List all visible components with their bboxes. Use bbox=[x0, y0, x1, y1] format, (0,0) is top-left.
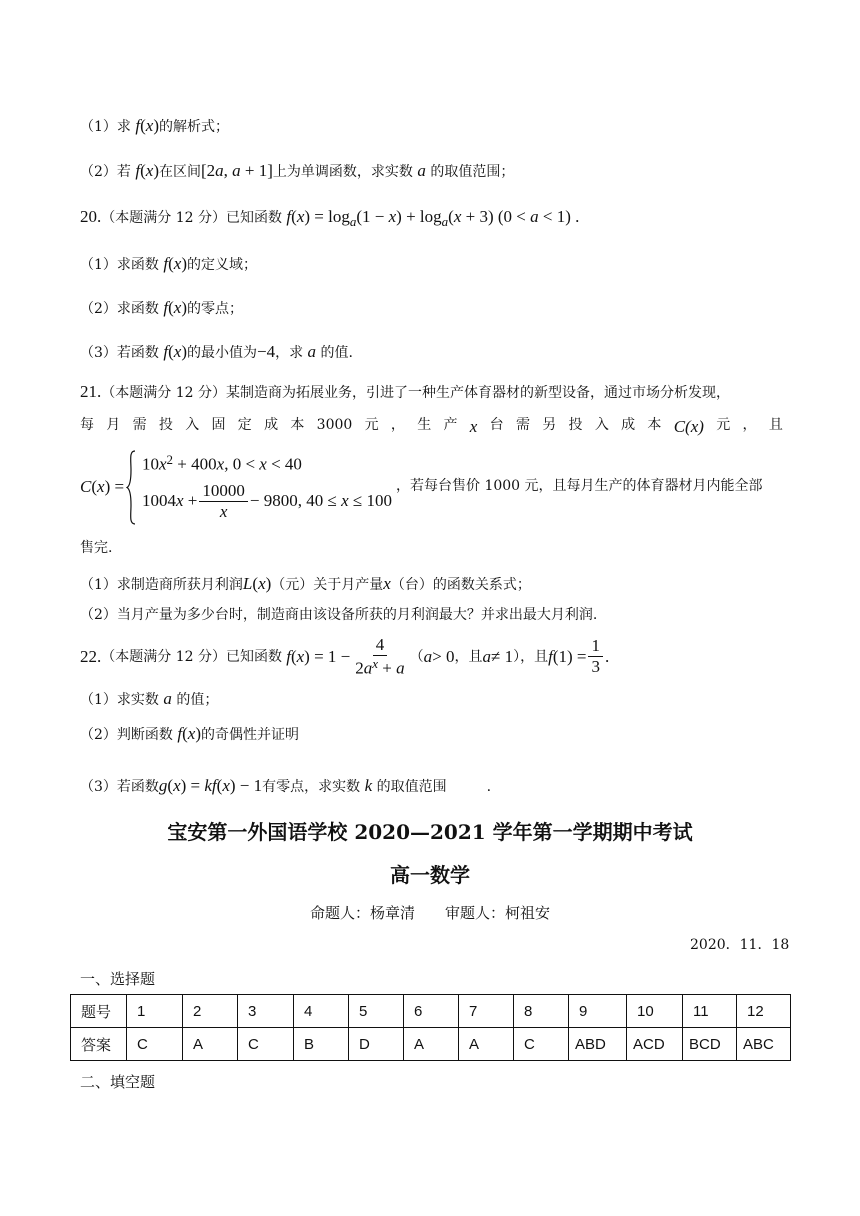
q19-part1: （1）求 f(x)的解析式； bbox=[80, 116, 229, 135]
table-cell: 12 bbox=[737, 995, 791, 1028]
table-cell: 7 bbox=[459, 995, 514, 1028]
section-fill-heading: 二、填空题 bbox=[80, 1073, 156, 1091]
table-cell: B bbox=[294, 1028, 349, 1061]
q19-part2: （2）若 f(x)在区间[2a, a + 1]上为单调函数，求实数 a 的取值范围； bbox=[80, 161, 515, 180]
table-cell: A bbox=[183, 1028, 238, 1061]
row-header: 答案 bbox=[71, 1028, 127, 1061]
q22-part2: （2）判断函数 f(x)的奇偶性并证明 bbox=[80, 724, 299, 743]
q20-stem: 20.（本题满分 12 分）已知函数 $f(x) = \log_a(1 - x) + \log_a(x + 3) (0 < a < 1)$ . bbox=[80, 207, 580, 229]
table-cell: 6 bbox=[404, 995, 459, 1028]
table-cell: 3 bbox=[238, 995, 294, 1028]
table-cell: 1 bbox=[127, 995, 183, 1028]
answer-table bbox=[70, 994, 791, 1061]
q21-piece-tail: ，若每台售价 1000 元，且每月生产的体育器材月内能全部 bbox=[396, 478, 763, 494]
section-choice-heading: 一、选择题 bbox=[80, 970, 156, 988]
q21-line4: 售完. bbox=[80, 540, 113, 556]
q22-stem: 22. （本题满分 12 分）已知函数 f ( x ) = 1 − $\frac{4}{2a^x + a}$ （ a > 0 ，且 a ≠ 1 ），且 f (1) = $\frac{1}{3}$ . bbox=[80, 635, 610, 678]
table-cell: ABD bbox=[569, 1028, 627, 1061]
q20-part2: （2）求函数 f(x)的零点； bbox=[80, 298, 243, 317]
table-cell: A bbox=[404, 1028, 459, 1061]
exam-authors: 命题人：杨章清 审题人：柯祖安 bbox=[309, 904, 550, 922]
table-cell: 10 bbox=[627, 995, 683, 1028]
table-cell: 4 bbox=[294, 995, 349, 1028]
table-cell: 9 bbox=[569, 995, 627, 1028]
exam-subject: 高一数学 bbox=[390, 863, 470, 887]
q21-part1: （1）求制造商所获月利润L(x)（元）关于月产量x（台）的函数关系式； bbox=[80, 574, 531, 593]
table-cell: 2 bbox=[183, 995, 238, 1028]
q21-piece2: 1004x + $\frac{10000}{x}$ − 9800, 40 ≤ x ≤ 100 bbox=[142, 481, 392, 521]
table-cell: C bbox=[127, 1028, 183, 1061]
q21-line2: 每 月 需 投 入 固 定 成 本 3000 元 ， 生 产 x 台 需 另 投 入 成 本 C(x) 元 ， 且 bbox=[80, 417, 783, 436]
table-cell: ABC bbox=[737, 1028, 791, 1061]
exam-date: 2020．11．18 bbox=[690, 937, 790, 953]
table-cell: BCD bbox=[683, 1028, 737, 1061]
q21-part2: （2）当月产量为多少台时，制造商由该设备所获的月利润最大？并求出最大月利润. bbox=[80, 607, 598, 623]
brace-icon bbox=[126, 450, 136, 525]
q20-part1: （1）求函数 f(x)的定义域； bbox=[80, 254, 257, 273]
table-cell: 5 bbox=[349, 995, 404, 1028]
table-cell: C bbox=[514, 1028, 569, 1061]
table-cell: C bbox=[238, 1028, 294, 1061]
q22-part1: （1）求实数 a 的值； bbox=[80, 689, 219, 708]
table-row bbox=[71, 995, 791, 1028]
table-cell: D bbox=[349, 1028, 404, 1061]
table-row bbox=[71, 1028, 791, 1061]
table-cell: 8 bbox=[514, 995, 569, 1028]
q22-part3: （3）若函数g(x) = kf(x) − 1有零点，求实数 k 的取值范围 . bbox=[80, 776, 492, 795]
q20-part3: （3）若函数 f(x)的最小值为−4，求 a 的值. bbox=[80, 342, 353, 361]
row-header: 题号 bbox=[71, 995, 127, 1028]
table-cell: 11 bbox=[683, 995, 737, 1028]
q21-piece1: $10x^2 + 400x$, 0 < x < 40 bbox=[142, 452, 302, 474]
q21-line1: 21.（本题满分 12 分）某制造商为拓展业务，引进了一种生产体育器材的新型设备，通过市场分析发现， bbox=[80, 382, 730, 401]
q21-piecewise-lhs: C(x) = bbox=[80, 477, 125, 496]
table-cell: ACD bbox=[627, 1028, 683, 1061]
table-cell: A bbox=[459, 1028, 514, 1061]
exam-title: 宝安第一外国语学校 2020—2021 学年第一学期期中考试 bbox=[167, 820, 693, 844]
